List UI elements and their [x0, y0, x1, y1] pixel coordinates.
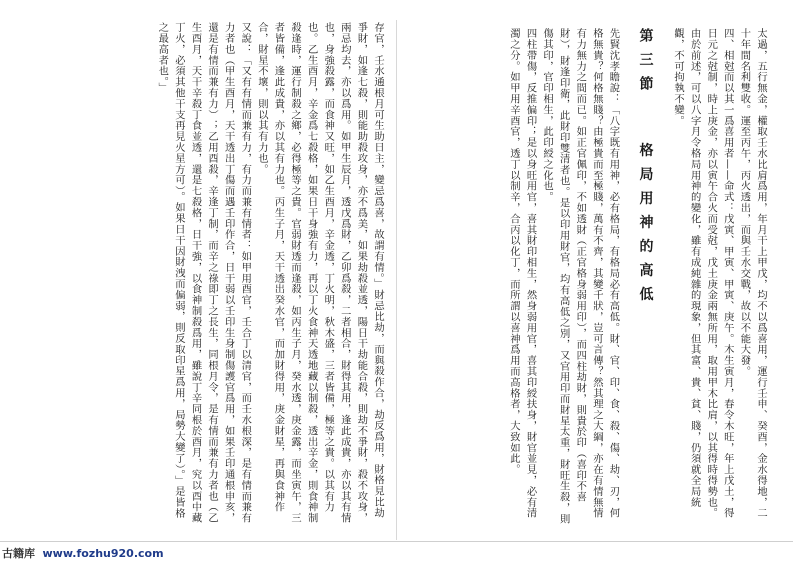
watermark-footer [0, 541, 793, 562]
chapter-heading [635, 28, 655, 527]
site-name: 古籍库 [2, 547, 35, 560]
paragraph: 存官，壬水通根月可生助日主，變忌爲喜，故謂有情。」財忌比劫，而與殺作合，劫反爲用，財格見比劫爭財，如逢七殺，則能助殺攻身，亦不爲美，如果劫殺並透，陽日干劫能合殺，則劫不爭財，殺不攻身，兩忌均去，亦以爲用。如甲生辰月，透戊爲財，乙卯爲殺，二者相合，財得其用，逢此成貴，亦以其有情也，身強殺露，而食神又旺，如乙生酉月，辛金透，丁火明，秋木盛，三者皆備，極等之貴。以其有力也。乙生酉月，辛金爲七殺格，如果日干身強有力，再以丁火食神天透地藏以制殺，透出辛金，則食神制殺逢時，運行制殺之鄉，必得極等之貴。官弱財透而逢殺，如丙生子月，癸水透，庚金露，而坐寅午，三者皆備，逢此成貴，亦以其有力也。丙生子月，天干透出癸水官，而加財得用，庚金財星，再與食神作合，財星不壞，則以其有力也。 [255, 22, 384, 524]
chapter-title: 格局用神的高低 [637, 142, 654, 311]
watermark-text [2, 545, 164, 561]
chapter-number: 第三節 [637, 28, 654, 100]
site-url: www.fozhu920.com [42, 547, 164, 560]
left-page-text [40, 22, 386, 527]
paragraph: 太過，五行無金，權取壬水比肩爲用，年月干上甲戊，均不以爲喜用，運行壬申、癸酉，金水得地，二十年間名利雙收。運至丙午，丙火透出，而與壬水交戰，故以不能大發。 [738, 28, 767, 519]
paragraph: 四柱帶傷，反推偏印；是以身旺用官，喜其財印相生，然身弱用官，喜其印綬扶身，財官並見，必有清濁之分。如甲用辛酉官，透丁以制辛，合丙以化丁，而所謂以喜神爲用而高格者，大致如此。 [507, 28, 537, 519]
paragraph: 由於前述，可以八字月令格局用神的變化，雖有成純雜的現象，但其富、貴、貧、賤，仍須就全局統觀，不可拘執不變。 [672, 28, 701, 508]
paragraph: 先賢沈孝瞻說：「八字既有用神，必有格局，有格局必有高低。財、官、印、食、殺、傷、劫、刃，何格無貴？何格無賤？由極貴而至極賤，萬有不齊，其變千狀，豈可言傳？然其理之大綱，亦在有情無情有力無力之間而已。如正官佩印，不如透財（正官格身弱用印），而四柱劫財，則貴於印（喜印不喜財），財逢印衛，此財印雙清者也。是以印用財官，均有高低之別，又官用印而財星太重，財旺生殺，則傷其印，官印相生，此印綬之化也。 [541, 28, 620, 525]
page-gutter [396, 20, 397, 540]
right-page-text [416, 28, 769, 527]
paragraph: 四、相尅而以其一爲喜用者——命式：戊寅、甲寅、甲寅、庚午。木生寅月，春令木旺，年上戊土，得日元之尅制，時上庚金，亦以寅午合火而受尅，戊土庚金兩無所用，取用甲木比肩，以其得時得勢也。 [705, 28, 734, 519]
paragraph: 又說：「又有有情而兼有力，有力而兼有情者：如甲用酉官，壬合丁以清官，而壬水根深，是有情而兼有力者也（甲生酉月，天干透出丁傷而遇壬印作合，日干弱以壬印生身制傷護官爲用，如果壬印通根申亥，還是有情而兼有力）；乙用酉殺，辛逢丁制，而辛之祿即丁之長生，同根月令，是有情而兼有力者也（乙生酉月，天干辛殺丁食並透，還是七殺格，日干強，以食神制殺爲用，雖說丁辛同根於酉月，究以酉中藏丁火，必須其他干支再見火星方可）。如果日干因財洩而偏弱，則反取印星爲用，局勢大變了）。」是皆格之最高者也。」 [156, 22, 252, 524]
left-page [0, 0, 396, 545]
right-page [396, 0, 793, 545]
